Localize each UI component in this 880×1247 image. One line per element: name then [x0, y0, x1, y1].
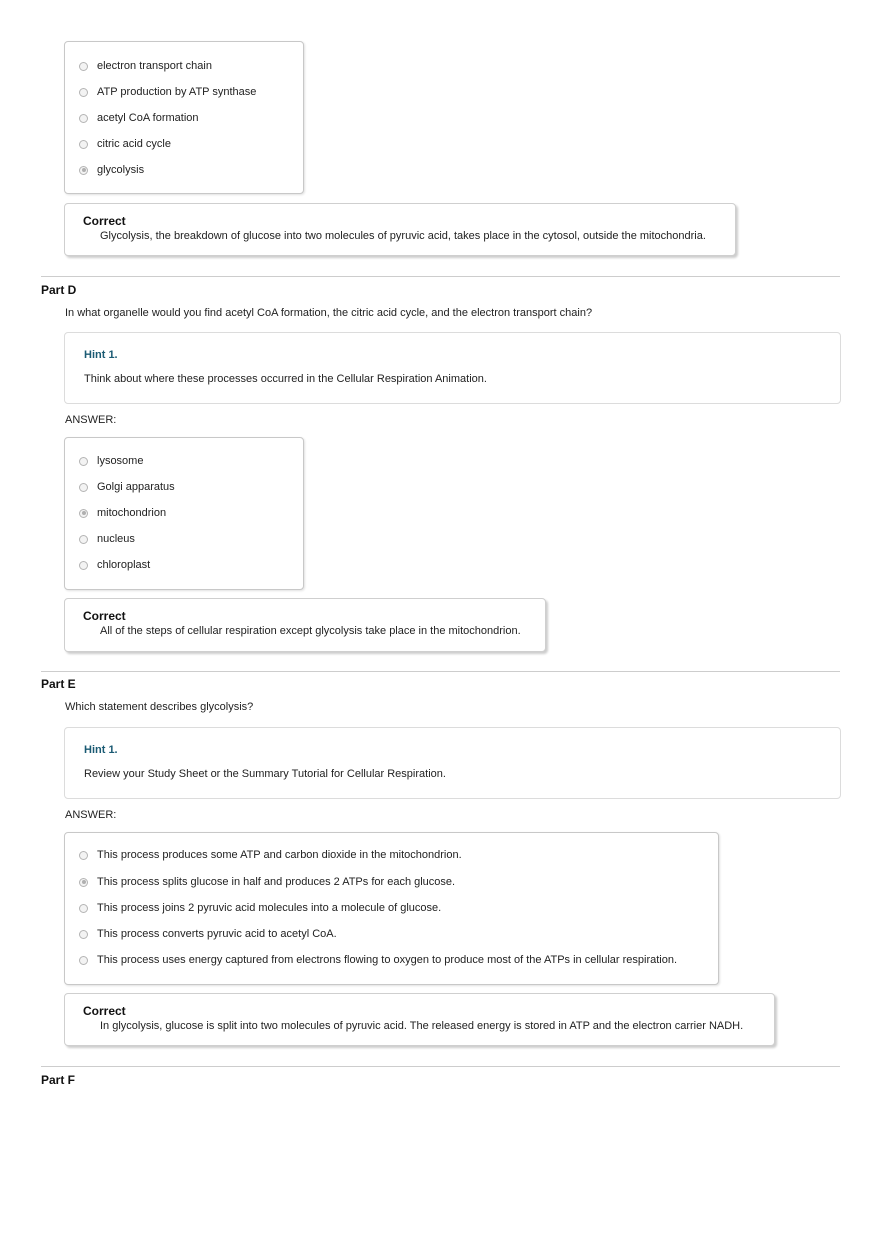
radio-button-selected[interactable]	[79, 878, 88, 887]
part-e-option-selected[interactable]	[79, 874, 455, 890]
hint-title[interactable]: Hint 1.	[84, 349, 118, 361]
part-e-option[interactable]	[79, 900, 441, 916]
hint-text: Think about where these processes occurred in the Cellular Respiration Animation.	[84, 373, 487, 385]
radio-button[interactable]	[79, 851, 88, 860]
radio-button-selected[interactable]	[79, 166, 88, 175]
option-label: citric acid cycle	[97, 138, 171, 150]
hint-text: Review your Study Sheet or the Summary Tutorial for Cellular Respiration.	[84, 768, 446, 780]
feedback-text: All of the steps of cellular respiration except glycolysis take place in the mitochondrion.	[100, 625, 521, 637]
radio-button[interactable]	[79, 904, 88, 913]
feedback-title: Correct	[83, 1004, 126, 1018]
part-c-option[interactable]	[79, 58, 212, 74]
option-label: glycolysis	[97, 164, 145, 176]
part-d-options-box	[64, 437, 304, 590]
option-label: This process uses energy captured from electrons flowing to oxygen to produce most of the ATPs in cellular respiration.	[97, 954, 678, 966]
part-c-option[interactable]	[79, 84, 256, 100]
part-e-option[interactable]	[79, 847, 462, 863]
radio-button[interactable]	[79, 62, 88, 71]
radio-button[interactable]	[79, 88, 88, 97]
option-label: mitochondrion	[97, 507, 167, 519]
feedback-text: In glycolysis, glucose is split into two molecules of pyruvic acid. The released energy is stored in ATP and the electron carrier NADH.	[100, 1020, 744, 1032]
part-d-title: Part D	[41, 283, 77, 297]
option-label: This process produces some ATP and carbon dioxide in the mitochondrion.	[97, 849, 462, 861]
part-d-feedback	[64, 598, 546, 652]
part-e-answer-label: ANSWER:	[65, 809, 117, 821]
part-e-options-box	[64, 832, 719, 985]
part-c-options-box	[64, 41, 304, 194]
option-label: lysosome	[97, 455, 144, 467]
part-d-option[interactable]	[79, 479, 175, 495]
part-d-option-selected[interactable]	[79, 505, 166, 521]
part-c-option-selected[interactable]	[79, 162, 144, 178]
radio-button[interactable]	[79, 483, 88, 492]
option-label: chloroplast	[97, 559, 151, 571]
part-e-hint[interactable]	[64, 727, 841, 799]
option-label: This process joins 2 pyruvic acid molecules into a molecule of glucose.	[97, 902, 442, 914]
section-divider	[41, 671, 840, 672]
part-e-question: Which statement describes glycolysis?	[65, 701, 254, 713]
part-e-feedback	[64, 993, 775, 1046]
radio-button[interactable]	[79, 140, 88, 149]
radio-button[interactable]	[79, 114, 88, 123]
hint-title[interactable]: Hint 1.	[84, 744, 118, 756]
radio-button-selected[interactable]	[79, 509, 88, 518]
option-label: This process converts pyruvic acid to acetyl CoA.	[97, 928, 337, 940]
feedback-title: Correct	[83, 214, 126, 228]
feedback-title: Correct	[83, 609, 126, 623]
radio-button[interactable]	[79, 956, 88, 965]
part-d-option[interactable]	[79, 531, 135, 547]
radio-button[interactable]	[79, 930, 88, 939]
part-e-option[interactable]	[79, 926, 337, 942]
option-label: electron transport chain	[97, 60, 212, 72]
part-c-option[interactable]	[79, 110, 199, 126]
part-d-hint[interactable]	[64, 332, 841, 404]
section-divider	[41, 276, 840, 277]
section-divider	[41, 1066, 840, 1067]
option-label: This process splits glucose in half and produces 2 ATPs for each glucose.	[97, 876, 456, 888]
part-c-option[interactable]	[79, 136, 171, 152]
option-label: Golgi apparatus	[97, 481, 175, 493]
option-label: ATP production by ATP synthase	[97, 86, 257, 98]
option-label: nucleus	[97, 533, 135, 545]
radio-button[interactable]	[79, 561, 88, 570]
part-d-answer-label: ANSWER:	[65, 414, 117, 426]
part-e-title: Part E	[41, 677, 76, 691]
feedback-text: Glycolysis, the breakdown of glucose into two molecules of pyruvic acid, takes place in the cytosol, outside the mitochondria.	[100, 230, 706, 242]
option-label: acetyl CoA formation	[97, 112, 199, 124]
part-d-option[interactable]	[79, 453, 143, 469]
part-d-question: In what organelle would you find acetyl CoA formation, the citric acid cycle, and the electron transport chain?	[65, 307, 593, 319]
part-e-option[interactable]	[79, 952, 677, 968]
part-d-option[interactable]	[79, 557, 150, 573]
part-f-title: Part F	[41, 1073, 76, 1087]
radio-button[interactable]	[79, 457, 88, 466]
radio-button[interactable]	[79, 535, 88, 544]
part-c-feedback	[64, 203, 736, 256]
